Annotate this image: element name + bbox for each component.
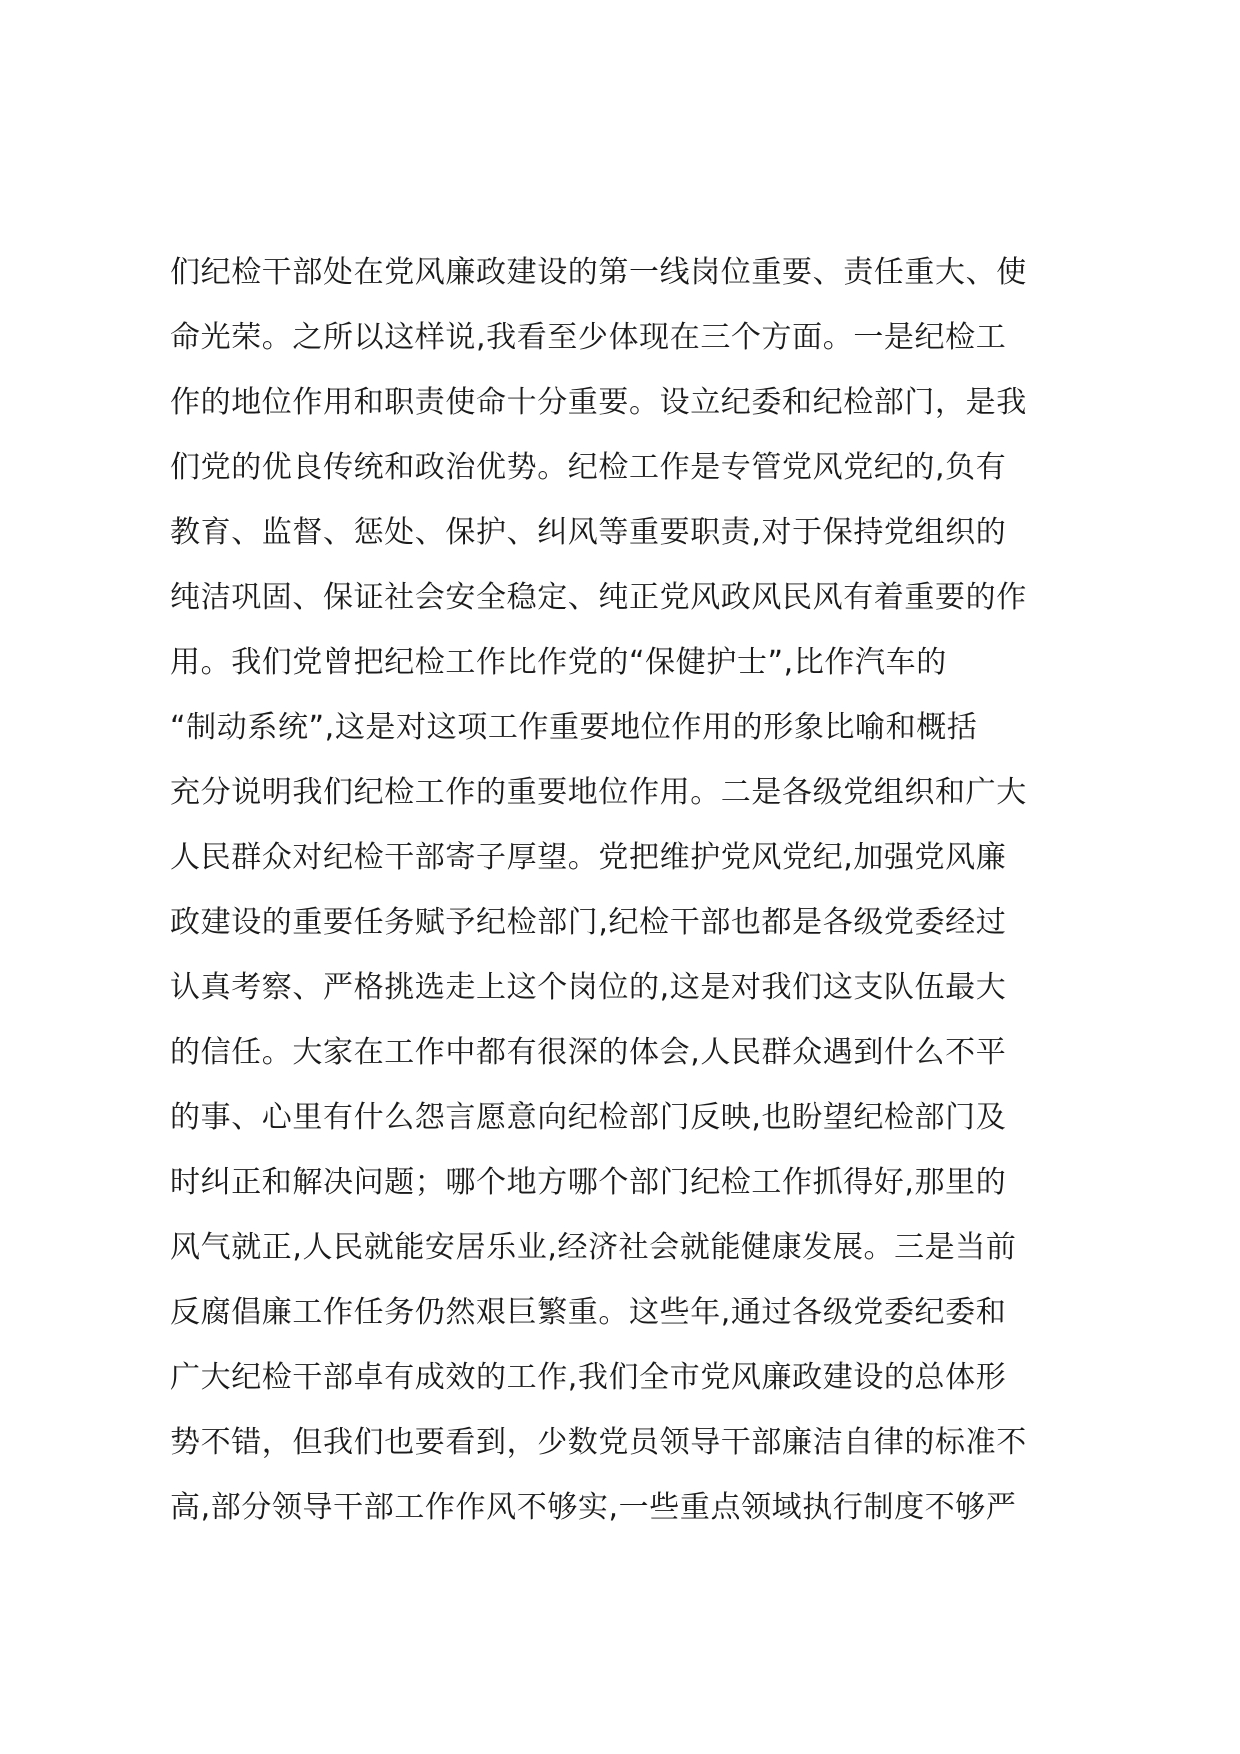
text-line: 政建设的重要任务赋予纪检部门,纪检干部也都是各级党委经过 <box>170 905 1007 940</box>
text-line: 们纪检干部处在党风廉政建设的第一线岗位重要、责任重大、使 <box>170 255 1027 290</box>
text-line: 用。我们党曾把纪检工作比作党的“保健护士”,比作汽车的 <box>170 645 947 680</box>
text-line: 高,部分领导干部工作作风不够实,一些重点领域执行制度不够严 <box>170 1490 1017 1525</box>
text-line: 命光荣。之所以这样说,我看至少体现在三个方面。一是纪检工 <box>170 320 1007 355</box>
text-line: 反腐倡廉工作任务仍然艰巨繁重。这些年,通过各级党委纪委和 <box>170 1295 1007 1330</box>
text-line: 教育、监督、惩处、保护、纠风等重要职责,对于保持党组织的 <box>170 515 1007 550</box>
text-line: 作的地位作用和职责使命十分重要。设立纪委和纪检部门，是我 <box>170 385 1027 420</box>
text-line: 充分说明我们纪检工作的重要地位作用。二是各级党组织和广大 <box>170 775 1027 810</box>
text-line: 纯洁巩固、保证社会安全稳定、纯正党风政风民风有着重要的作 <box>170 580 1027 615</box>
body-text <box>170 240 1110 1540</box>
text-line: 们党的优良传统和政治优势。纪检工作是专管党风党纪的,负有 <box>170 450 1007 485</box>
text-line: “制动系统”,这是对这项工作重要地位作用的形象比喻和概括 <box>170 710 978 745</box>
text-line: 人民群众对纪检干部寄子厚望。党把维护党风党纪,加强党风廉 <box>170 840 1007 875</box>
text-line: 的事、心里有什么怨言愿意向纪检部门反映,也盼望纪检部门及 <box>170 1100 1007 1135</box>
text-line: 广大纪检干部卓有成效的工作,我们全市党风廉政建设的总体形 <box>170 1360 1007 1395</box>
text-line: 的信任。大家在工作中都有很深的体会,人民群众遇到什么不平 <box>170 1035 1007 1070</box>
text-line: 势不错，但我们也要看到，少数党员领导干部廉洁自律的标准不 <box>170 1425 1027 1460</box>
text-line: 认真考察、严格挑选走上这个岗位的,这是对我们这支队伍最大 <box>170 970 1007 1005</box>
text-line: 时纠正和解决问题；哪个地方哪个部门纪检工作抓得好,那里的 <box>170 1165 1007 1200</box>
text-line: 风气就正,人民就能安居乐业,经济社会就能健康发展。三是当前 <box>170 1230 1017 1265</box>
